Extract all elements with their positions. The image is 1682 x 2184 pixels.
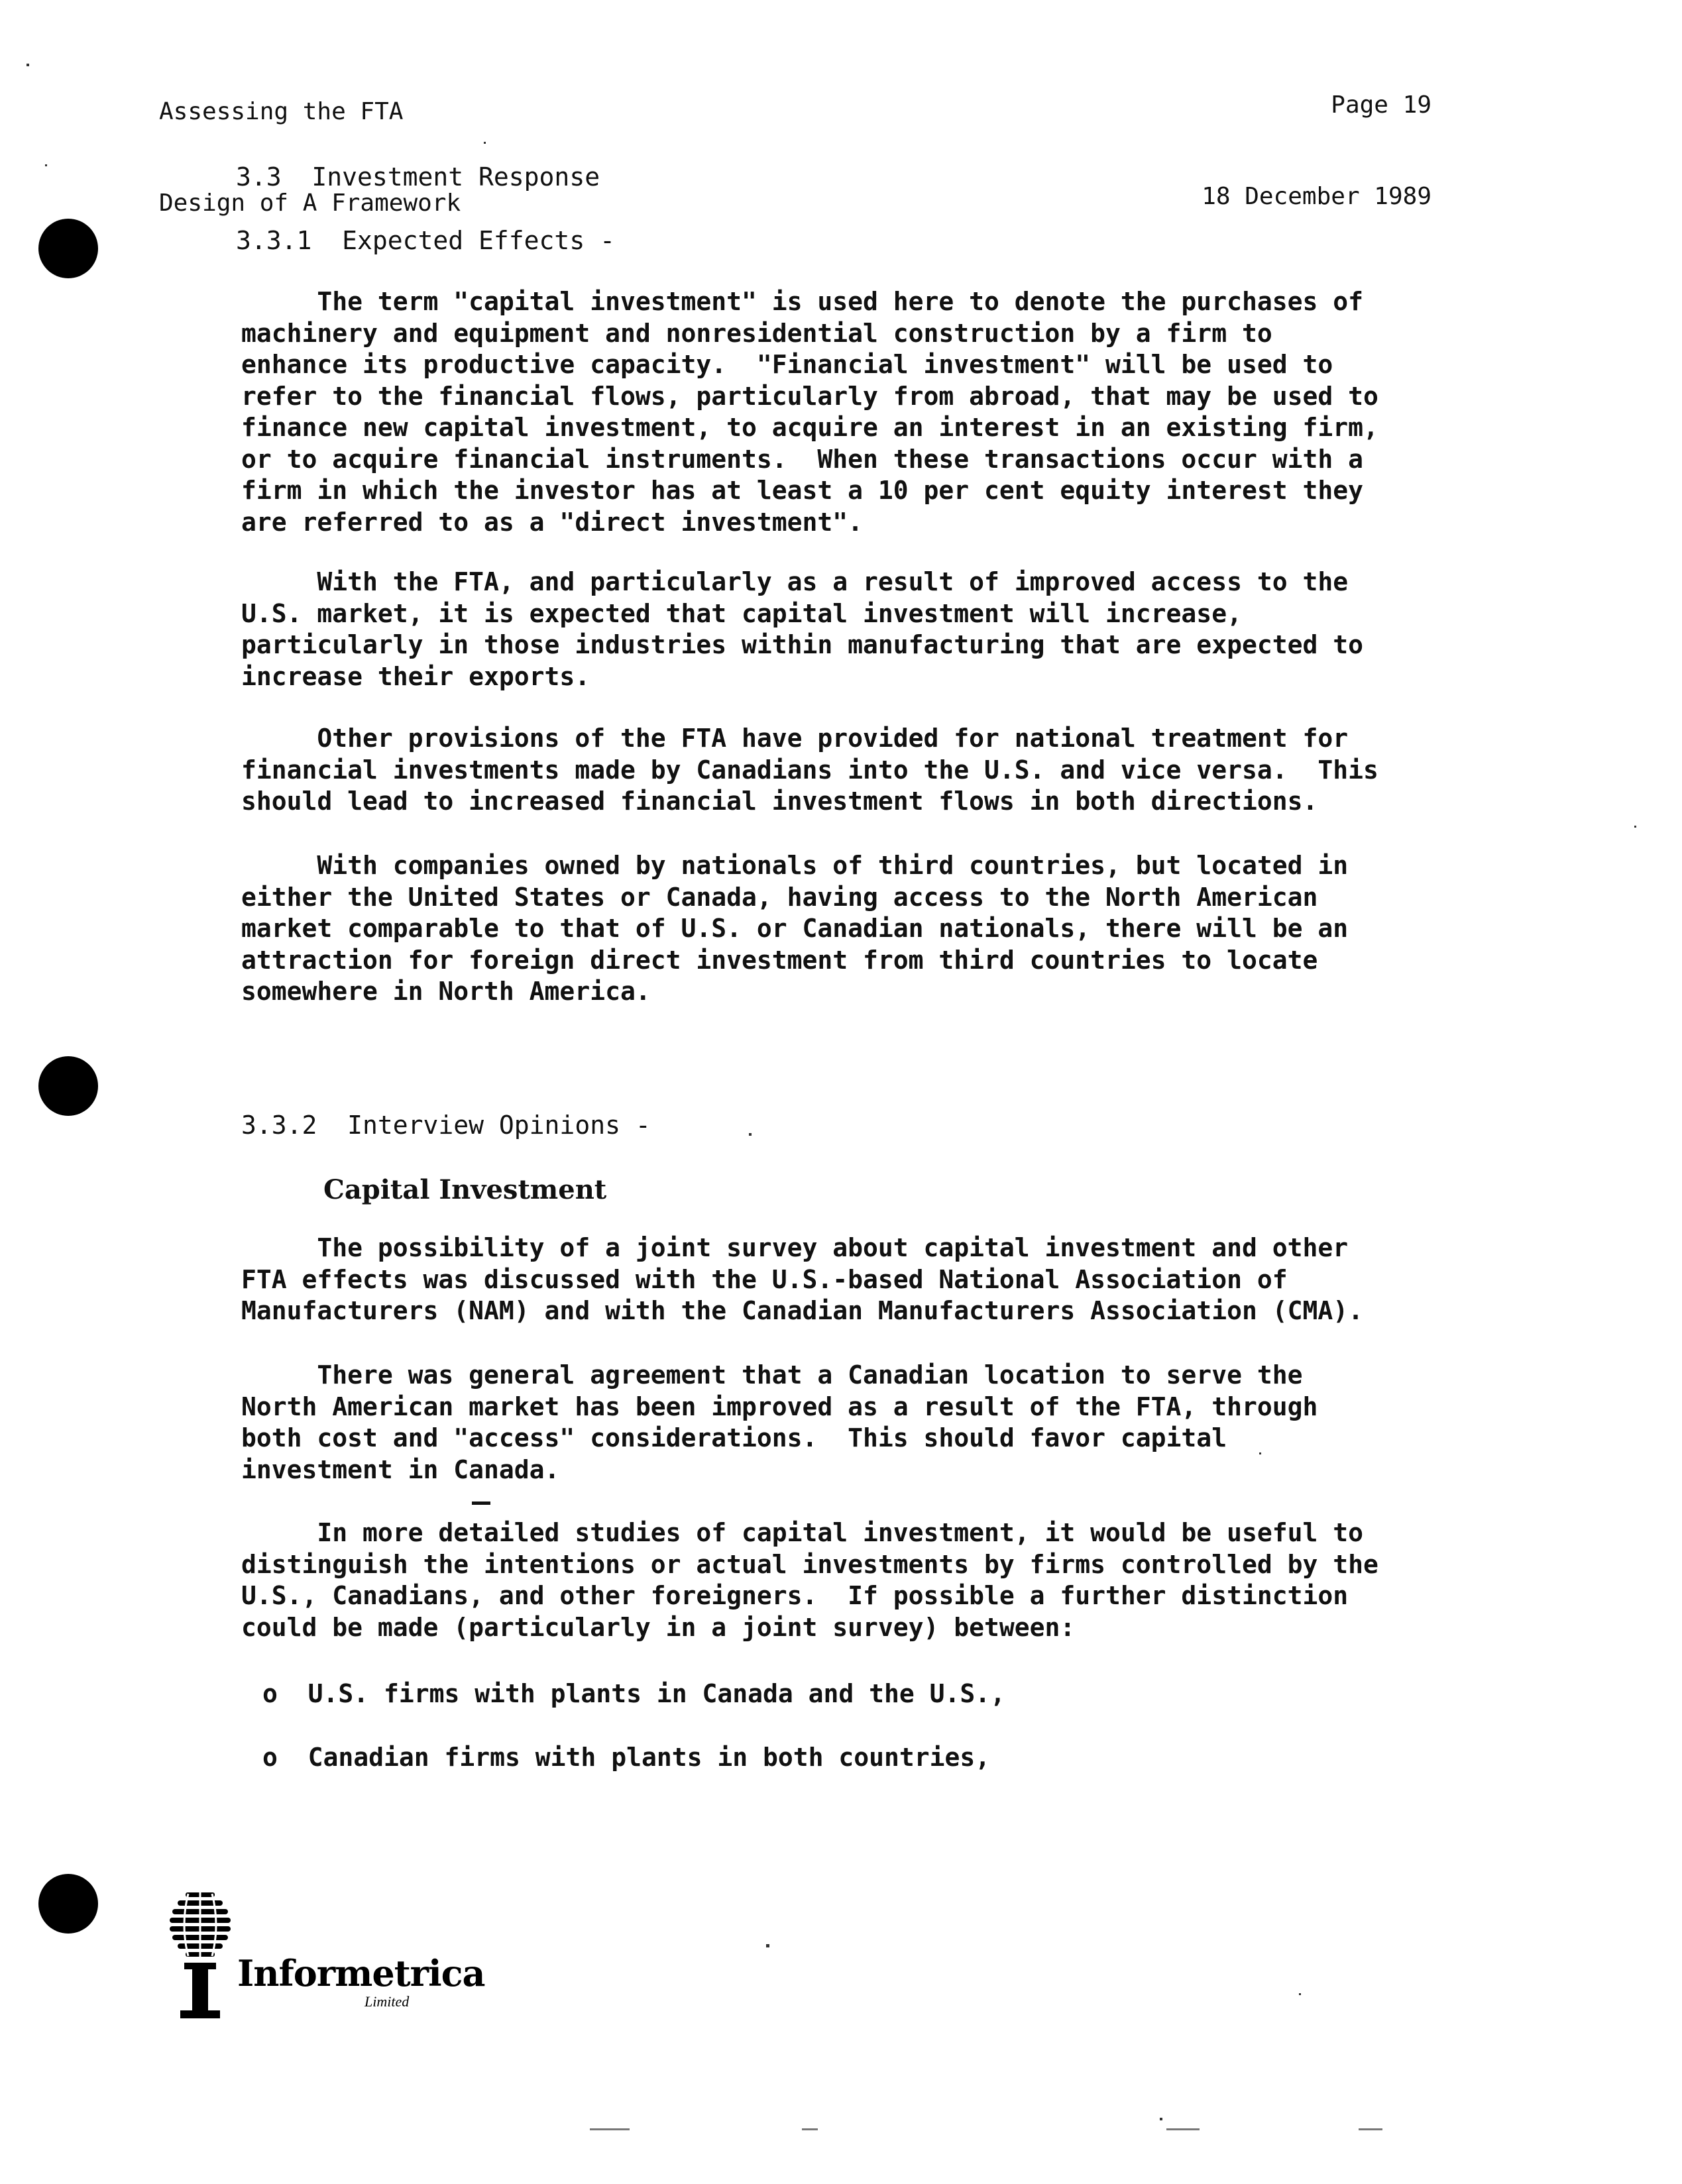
paragraph-detailed-studies (241, 1517, 1447, 1643)
informetrica-logo (166, 1888, 485, 2021)
text-line: FTA effects was discussed with the U.S.-based National Association of (241, 1264, 1288, 1294)
text-line: In more detailed studies of capital investment, it would be useful to (241, 1518, 1363, 1547)
scan-speck (45, 164, 47, 166)
scan-speck (27, 64, 29, 66)
paragraph-capital-investment-definition (241, 286, 1447, 538)
text-line: distinguish the intentions or actual investments by firms controlled by the (241, 1549, 1378, 1579)
text-line: particularly in those industries within manufacturing that are expected to (241, 630, 1363, 659)
scan-speck (766, 1944, 769, 1947)
text-line: machinery and equipment and nonresidential construction by a firm to (241, 318, 1272, 348)
text-line: attraction for foreign direct investment from third countries to locate (241, 945, 1318, 975)
paragraph-joint-survey (241, 1232, 1447, 1327)
text-line: enhance its productive capacity. "Financial investment" will be used to (241, 350, 1333, 379)
scan-mark (472, 1502, 490, 1505)
text-line: firm in which the investor has at least a 10 per cent equity interest they (241, 476, 1363, 505)
text-line: should lead to increased financial investment flows in both directions. (241, 787, 1318, 816)
text-line: There was general agreement that a Canadian location to serve the (241, 1360, 1303, 1390)
text-line: increase their exports. (241, 661, 590, 691)
section-heading-3-3-1: 3.3.1 Expected Effects - (236, 226, 615, 255)
section-heading-3-3-2: 3.3.2 Interview Opinions - (241, 1111, 651, 1140)
scan-speck (1259, 1452, 1261, 1454)
header-date: 18 December 1989 (1202, 183, 1431, 210)
text-line: North American market has been improved as a result of the FTA, through (241, 1392, 1318, 1421)
header-right (1153, 29, 1431, 273)
text-line: With companies owned by nationals of third countries, but located in (241, 851, 1349, 880)
text-line: refer to the financial flows, particularly from abroad, that may be used to (241, 381, 1378, 411)
punch-hole-middle (38, 1056, 98, 1116)
text-line: either the United States or Canada, having access to the North American (241, 882, 1318, 912)
scan-speck (1160, 2118, 1162, 2120)
paragraph-third-countries (241, 850, 1447, 1008)
punch-hole-top (38, 219, 98, 278)
paragraph-national-treatment (241, 723, 1447, 818)
scan-speck (1299, 1993, 1301, 1995)
scan-speck (749, 1133, 752, 1136)
scan-speck (1359, 2128, 1382, 2130)
logo-wordmark: Informetrica (237, 1952, 485, 1994)
subheading-capital-investment: Capital Investment (323, 1174, 607, 1205)
text-line: financial investments made by Canadians into the U.S. and vice versa. This (241, 755, 1378, 785)
scan-speck (802, 2128, 818, 2130)
paragraph-general-agreement (241, 1360, 1447, 1486)
scan-speck (590, 2128, 630, 2130)
text-line: The term "capital investment" is used here to denote the purchases of (241, 287, 1363, 316)
punch-hole-bottom (38, 1874, 98, 1934)
text-line: investment in Canada. (241, 1454, 560, 1484)
text-line: somewhere in North America. (241, 977, 651, 1006)
text-line: could be made (particularly in a joint survey) between: (241, 1612, 1076, 1642)
text-line: or to acquire financial instruments. When these transactions occur with a (241, 444, 1363, 474)
scan-speck (1166, 2128, 1200, 2130)
scan-speck (1634, 826, 1636, 828)
page-number: Page 19 (1331, 91, 1431, 119)
text-line: are referred to as a "direct investment". (241, 507, 863, 537)
text-line: market comparable to that of U.S. or Canadian nationals, there will be an (241, 914, 1349, 943)
list-item: o Canadian firms with plants in both countries, (262, 1743, 991, 1772)
text-line: The possibility of a joint survey about capital investment and other (241, 1233, 1349, 1262)
list-item: o U.S. firms with plants in Canada and the U.S., (262, 1679, 1006, 1708)
text-line: finance new capital investment, to acquire an interest in an existing firm, (241, 413, 1378, 442)
section-heading-3-3: 3.3 Investment Response (236, 162, 600, 191)
text-line: both cost and "access" considerations. This should favor capital (241, 1423, 1227, 1452)
scan-speck (484, 142, 486, 144)
header-subtitle: Design of A Framework (159, 190, 461, 217)
paragraph-fta-access (241, 567, 1447, 692)
text-line: Other provisions of the FTA have provided for national treatment for (241, 724, 1349, 753)
text-line: Manufacturers (NAM) and with the Canadian Manufacturers Association (CMA). (241, 1296, 1363, 1325)
header-title: Assessing the FTA (159, 98, 404, 125)
informetrica-globe-icon (166, 1888, 239, 2021)
text-line: U.S., Canadians, and other foreigners. If possible a further distinction (241, 1581, 1349, 1610)
text-line: With the FTA, and particularly as a result of improved access to the (241, 567, 1349, 596)
text-line: U.S. market, it is expected that capital investment will increase, (241, 598, 1242, 628)
logo-subtext: Limited (364, 1993, 410, 2010)
